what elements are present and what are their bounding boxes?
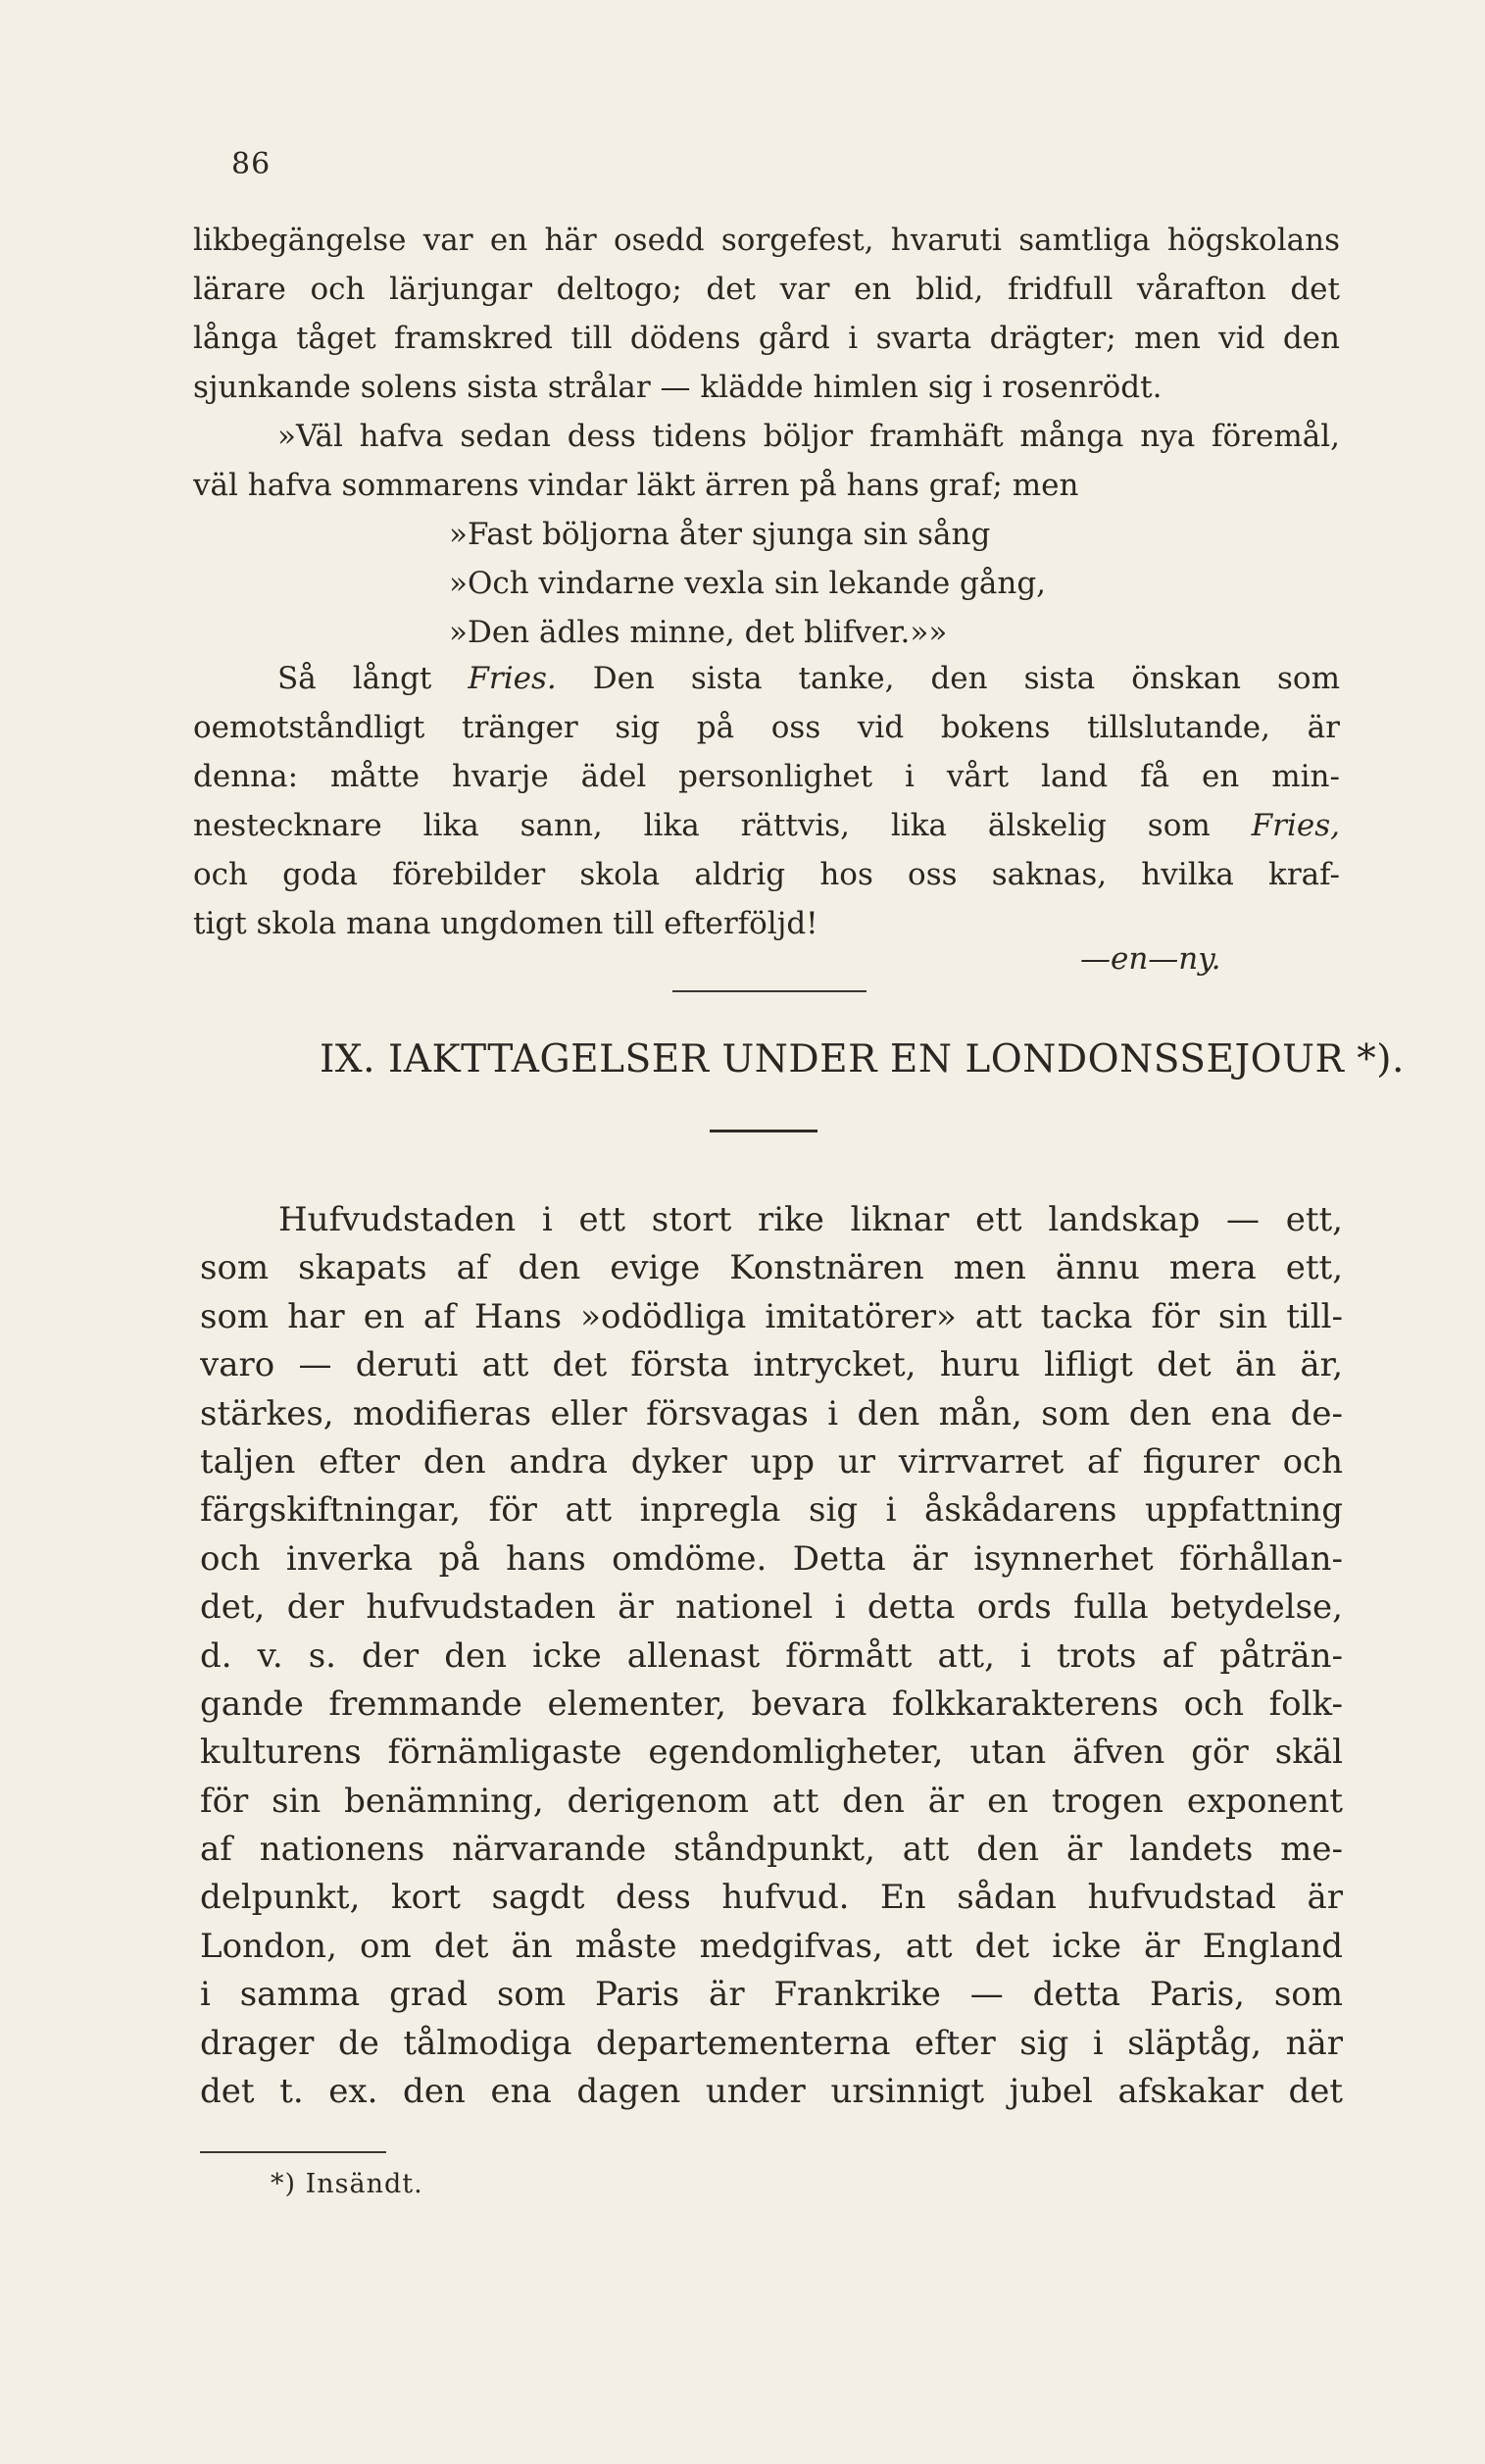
text-line: »Väl hafva sedan dess tidens böljor framhäft många nya föremål, [277, 419, 1340, 454]
text-line: nestecknare lika sann, lika rättvis, lika älskelig som Fries, [193, 808, 1340, 843]
author-signature: —en—ny. [1080, 941, 1221, 977]
poem-quote [449, 510, 1046, 657]
text-line: stärkes, modifieras eller försvagas i den mån, som den ena de- [200, 1393, 1343, 1433]
page-number: 86 [231, 147, 272, 181]
paragraph-1 [193, 216, 1340, 412]
poem-line: »Den ädles minne, det blifver.»» [449, 615, 948, 650]
paragraph-3 [193, 654, 1340, 948]
text-line: det, der hufvudstaden är nationel i detta ords fulla betydelse, [200, 1587, 1343, 1628]
text-line: oemotståndligt tränger sig på oss vid bokens tillslutande, är [193, 710, 1340, 745]
text-line: af nationens närvarande ståndpunkt, att den är landets me- [200, 1830, 1343, 1870]
poem-line: »Och vindarne vexla sin lekande gång, [449, 566, 1047, 601]
text-line: väl hafva sommarens vindar läkt ärren på hans graf; men [193, 468, 1079, 503]
paragraph-2 [193, 412, 1340, 510]
text-line: och inverka på hans omdöme. Detta är isynnerhet förhållan- [200, 1538, 1343, 1579]
text-line: det t. ex. den ena dagen under ursinnigt jubel afskakar det [200, 2072, 1343, 2112]
footnote: *) Insändt. [271, 2169, 423, 2199]
heading-rule [710, 1130, 817, 1132]
text-line: Så långt Fries. Den sista tanke, den sista önskan som [277, 661, 1340, 696]
text-line: varo — deruti att det första intrycket, huru lifligt det än är, [200, 1345, 1343, 1385]
text-line: drager de tålmodiga departementerna efter sig i släptåg, när [200, 2023, 1343, 2063]
text-line: d. v. s. der den icke allenast förmått att, i trots af påträn- [200, 1635, 1343, 1676]
text-line: denna: måtte hvarje ädel personlighet i vårt land få en min- [193, 759, 1340, 794]
text-line: i samma grad som Paris är Frankrike — detta Paris, som [200, 1975, 1343, 2015]
text-line: för sin benämning, derigenom att den är en trogen exponent [200, 1781, 1343, 1821]
text-line: färgskiftningar, för att inpregla sig i åskådarens uppfattning [200, 1490, 1343, 1531]
text-line: som skapats af den evige Konstnären men ännu mera ett, [200, 1248, 1343, 1288]
text-line: och goda förebilder skola aldrig hos oss saknas, hvilka kraf- [193, 857, 1340, 892]
text-line: London, om det än måste medgifvas, att det icke är England [200, 1926, 1343, 1966]
text-line: långa tåget framskred till dödens gård i svarta drägter; men vid den [193, 321, 1340, 356]
text-line: lärare och lärjungar deltogo; det var en blid, fridfull vårafton det [193, 272, 1340, 307]
chapter-heading: IX. IAKTTAGELSER UNDER EN LONDONSSEJOUR *). [320, 1037, 1405, 1081]
text-line: sjunkande solens sista strålar — klädde himlen sig i rosenrödt. [193, 370, 1163, 405]
footnote-rule [200, 2151, 386, 2153]
section-divider [672, 990, 866, 992]
poem-line: »Fast böljorna åter sjunga sin sång [449, 517, 991, 552]
text-line: tigt skola mana ungdomen till efterföljd! [193, 906, 818, 941]
text-line: taljen efter den andra dyker upp ur virrvarret af figurer och [200, 1441, 1343, 1482]
text-line: gande fremmande elementer, bevara folkkarakterens och folk- [200, 1684, 1343, 1724]
text-line: delpunkt, kort sagdt dess hufvud. En sådan hufvudstad är [200, 1878, 1343, 1918]
text-line: Hufvudstaden i ett stort rike liknar ett landskap — ett, [278, 1200, 1343, 1239]
text-line: kulturens förnämligaste egendomligheter, utan äfven gör skäl [200, 1733, 1343, 1773]
text-line: likbegängelse var en här osedd sorgefest, hvaruti samtliga högskolans [193, 223, 1340, 258]
text-line: som har en af Hans »odödliga imitatörer» att tacka för sin till- [200, 1296, 1343, 1336]
paragraph-4 [200, 1196, 1343, 2116]
